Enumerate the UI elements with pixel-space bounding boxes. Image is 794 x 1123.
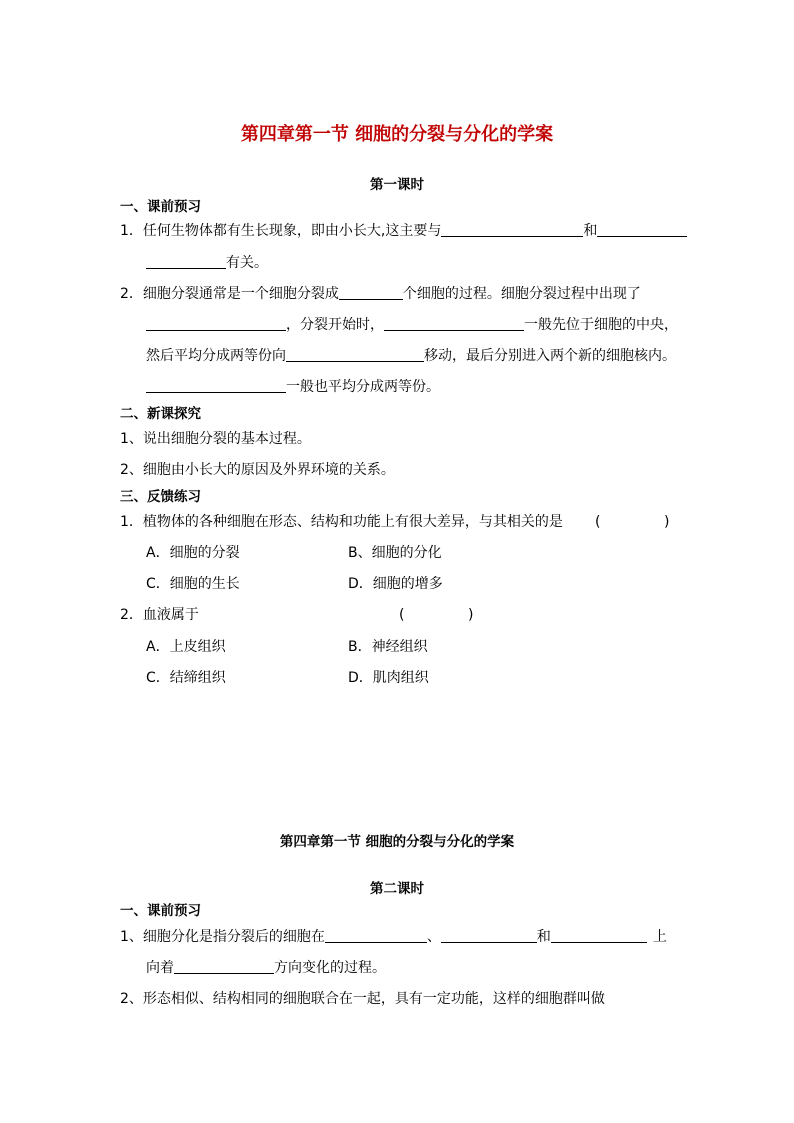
option-b[interactable]: B、细胞的分化 <box>348 545 442 561</box>
question-number: 1． <box>120 223 143 239</box>
question-text: 有关。 <box>226 255 268 271</box>
question-2-line-2 <box>146 316 678 334</box>
question-text: 移动，最后分别进入两个新的细胞核内。 <box>424 348 676 364</box>
question-text: 然后平均分成两等份向 <box>146 348 286 364</box>
section-heading-preview-2: 一、课前预习 <box>120 903 201 919</box>
question-2-1-line-1 <box>120 928 667 946</box>
feedback-question-1: 1．植物体的各种细胞在形态、结构和功能上有很大差异，与其相关的是 <box>120 514 563 530</box>
blank[interactable] <box>146 378 286 393</box>
question-2-line-3 <box>146 347 676 365</box>
question-text: 向着 <box>146 960 174 976</box>
blank[interactable] <box>146 254 226 269</box>
question-text: ，分裂开始时， <box>286 317 384 333</box>
blank[interactable] <box>174 959 274 974</box>
option-a[interactable]: A．上皮组织 <box>146 639 226 655</box>
blank[interactable] <box>325 928 427 943</box>
blank[interactable] <box>339 285 403 300</box>
option-c[interactable]: C．结缔组织 <box>146 670 226 686</box>
question-1-line-1 <box>120 222 687 240</box>
section-heading-preview-1: 一、课前预习 <box>120 199 201 215</box>
answer-paren-right: ) <box>664 514 670 530</box>
blank[interactable] <box>286 347 424 362</box>
question-1-line-2 <box>146 254 268 272</box>
question-number: 2． <box>120 286 143 302</box>
blank[interactable] <box>384 316 524 331</box>
section-heading-feedback: 三、反馈练习 <box>120 489 201 505</box>
explore-item-2: 2、细胞由小长大的原因及外界环境的关系。 <box>120 462 395 478</box>
option-d[interactable]: D．肌肉组织 <box>348 670 429 686</box>
question-text: 和 <box>583 223 598 239</box>
page-title-2: 第四章第一节 细胞的分裂与分化的学案 <box>279 834 515 850</box>
page-title-1: 第四章第一节 细胞的分裂与分化的学案 <box>240 124 554 145</box>
option-c[interactable]: C．细胞的生长 <box>146 576 240 592</box>
question-text: 一般也平均分成两等份。 <box>286 379 440 395</box>
explore-item-1: 1、说出细胞分裂的基本过程。 <box>120 431 311 447</box>
answer-paren-left: ( <box>399 607 405 623</box>
question-text: 个细胞的过程。细胞分裂过程中出现了 <box>402 286 641 302</box>
blank[interactable] <box>441 928 537 943</box>
blank[interactable] <box>146 316 286 331</box>
question-2-line-1 <box>120 285 641 303</box>
question-text: 上 <box>652 929 667 945</box>
question-text: 和 <box>536 929 551 945</box>
lesson-title-2: 第二课时 <box>370 881 424 897</box>
question-text: 方向变化的过程。 <box>274 960 386 976</box>
question-text: 1、细胞分化是指分裂后的细胞在 <box>120 929 325 945</box>
question-text: 任何生物体都有生长现象，即由小长大,这主要与 <box>142 223 442 239</box>
option-a[interactable]: A．细胞的分裂 <box>146 545 240 561</box>
blank[interactable] <box>551 928 647 943</box>
question-2-line-4 <box>146 378 440 396</box>
lesson-title-1: 第一课时 <box>370 177 424 193</box>
question-text: 细胞分裂通常是一个细胞分裂成 <box>142 286 339 302</box>
answer-paren-left: ( <box>595 514 601 530</box>
answer-paren-right: ) <box>468 607 474 623</box>
option-b[interactable]: B．神经组织 <box>348 639 428 655</box>
feedback-question-2: 2．血液属于 <box>120 607 199 623</box>
question-2-2: 2、形态相似、结构相同的细胞联合在一起，具有一定功能，这样的细胞群叫做 <box>120 991 605 1007</box>
question-text: 一般先位于细胞的中央， <box>524 317 678 333</box>
blank[interactable] <box>441 222 583 237</box>
question-text: 、 <box>426 929 441 945</box>
option-d[interactable]: D．细胞的增多 <box>348 576 443 592</box>
section-heading-explore: 二、新课探究 <box>120 406 201 422</box>
question-2-1-line-2 <box>146 959 386 977</box>
blank[interactable] <box>597 222 687 237</box>
